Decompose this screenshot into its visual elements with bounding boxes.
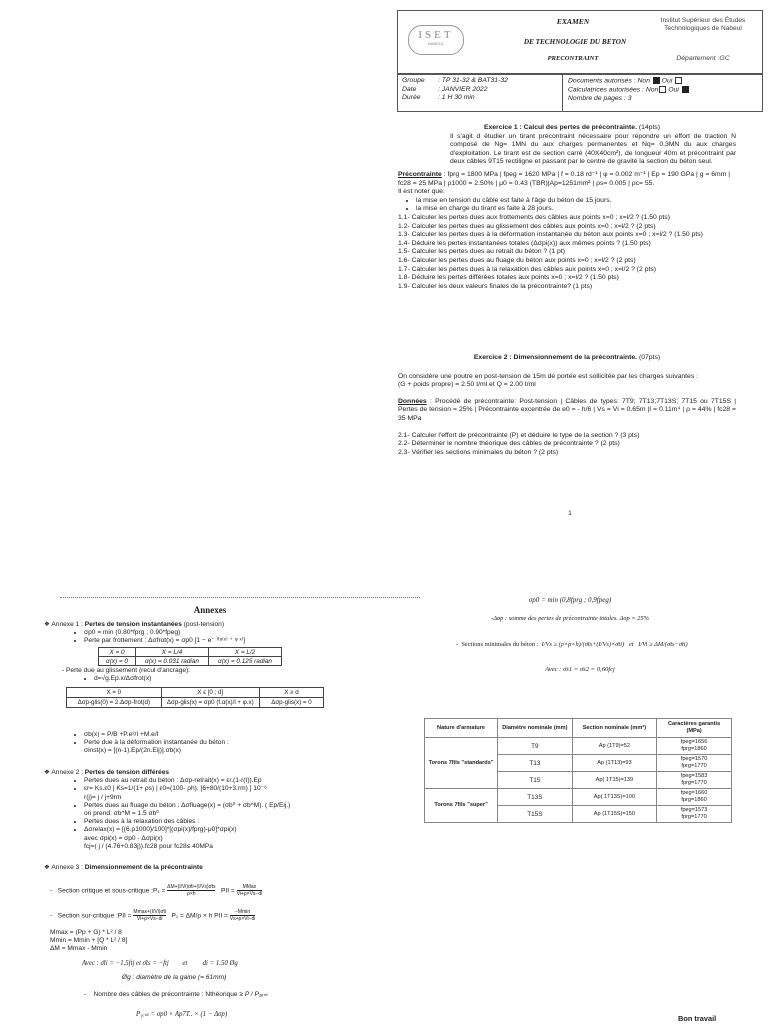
table-cell: α(x) = 0.125 radian	[209, 657, 282, 666]
table-header: Section nominale (mm²)	[572, 719, 656, 738]
table-cell	[657, 738, 732, 755]
table-cell	[657, 755, 732, 772]
annex-3-label: Annexe 3 :	[51, 864, 83, 871]
fprg-value: fprg=1860	[681, 746, 707, 752]
ex2-q3: 2.3- Vérifier les sections minimales du béton ? (2 pts)	[398, 448, 559, 456]
ex1-title: Exercice 1 : Calcul des pertes de précontrainte.	[483, 124, 637, 131]
glissement-title: Perte due au glissement (recul d'ancrage):	[66, 667, 191, 674]
list-item: • Perte due à la déformation instantanée du béton :	[84, 739, 384, 747]
table-cell: Δσp-glis(x) = 0	[259, 698, 323, 708]
docs-allowed: Documents autorisés : Non	[568, 77, 650, 85]
list-item: • εr= Ks.ε0 | Ks=1/(1+ ρs) | ε0=(100- ρh). [6+80/(10+3.rm) ] 10⁻⁶	[84, 785, 384, 793]
table-cell: T13	[498, 755, 573, 772]
frac-p1: $\frac{\Delta M+(I/Vi)\sigmāti+(I/Vs)\sigmāts}{\rho\times h}$	[167, 884, 216, 897]
exam-label: EXAMEN	[556, 17, 590, 26]
list-item: • σp0 = min (0.80*fprg ; 0.90*fpeg)	[84, 629, 384, 637]
table-cell: X ≥ d	[259, 688, 323, 698]
calc-yes-label: Oui	[668, 86, 679, 94]
surcrit-label: Section sur-critique :PII =	[57, 912, 132, 920]
institute-name: Institut Supérieur des Études Technologiques de Nabeul	[660, 17, 746, 32]
table-cell: T9	[498, 738, 573, 755]
list-item: • Pertes dues au retrait du béton : Δσp-retrait(x) = εr.(1-r(t)).Ep	[84, 777, 384, 785]
cable-count-label: Nombre des câbles de précontrainte : Nthéorique ≥	[93, 991, 244, 998]
annex-2: ❖ Annexe 2 : Pertes de tension différées • Pertes dues au retrait du béton : Δσp-retrait(x) = εr.(1-r(t)).Ep • εr= Ks.ε0 | Ks=1/(1+ ρs) | ε0=(100- ρh). [6+80/(10+3.rm) ] 10⁻⁶ r(j)= j / j+9rm • Pertes dues au fluage du béton : Δσfluage(x) = (σb⁰ + σb^M). ( Ep/Eij.) on prend: σb^M = 1.5 σb⁰ • Pertes dues à la relaxation des câbles : • Δσrelax(x) = [(6.ρ1000)/100]*[(σpi(x)/fprg)-μ0]*σpi(x) avec σpi(x) = σp0 - Δσpi(x) fcj=( j / (4.76+0.83j)).fc28 pour fc28≤ 40MPa	[44, 769, 384, 851]
ex1-q2: 1.2- Calculer les pertes dues au glissement des câbles aux points x=0 ; x=l/2 ? (2 pts)	[398, 222, 656, 230]
ex1-q3: 1.3- Calculer les pertes dues à la déformation instantanée du béton aux points x=0 ; x=l/2 ? (1.50 pts)	[398, 231, 703, 239]
crit-section: - Section critique et sous-critique :P₁ = $\frac{\Delta M+(I/Vi)\sigmāti+(I/Vs)\sigmāts}{\rho\times h}$ PII = MMax Vi+ρ×Vs−di	[50, 884, 263, 897]
annex-3: ❖ Annexe 3 : Dimensionnement de la précontrainte	[44, 864, 203, 871]
table-cell	[657, 789, 732, 806]
date-label: Date	[402, 85, 417, 93]
ex2-intro: On considère une poutre en post-tension de 15m de portée est sollicitée par les charges suivantes :	[398, 372, 698, 380]
cable-count-frac: P / P₁ₑₛₜ	[244, 991, 268, 998]
page-1	[395, 10, 768, 517]
glissement-table	[66, 687, 324, 708]
stress-limits	[82, 960, 382, 968]
fluage-note: on prend: σb^M = 1.5 σb⁰	[84, 810, 159, 818]
ex1-bullets	[398, 197, 736, 214]
sigma-p0-formula: σp0 = min (0,8fprg ; 0,9fpeg)	[528, 596, 612, 604]
fprg-value: fprg=1770	[681, 780, 707, 786]
table-cell: X = L/4	[136, 648, 209, 657]
min-section-inequality: I/Vs ≥ (ρ×ρ×h)/(σ̄ts+(I/Vs)×σ̄ti) et I/Vi ≥ ΔM/(σ̄ts−σ̄ti)	[539, 641, 688, 648]
list-item: • la mise en charge du tirant es faite à 28 jours.	[416, 205, 736, 214]
mmin-formula: Mmin = Mmin + [Q * L² / 8]	[50, 937, 128, 945]
annex-1-glis: - Perte due au glissement (recul d'ancrage): • d=√g.Ep.x/Δσfrot(x)	[62, 667, 382, 683]
ex1-q9: 1.9- Calculer les deux valeurs finales de la précontrainte? (1 pts)	[398, 282, 593, 290]
annex-1-title: Pertes de tension instantanées	[84, 621, 182, 628]
table-header: Caractères garantis (MPa)	[657, 719, 732, 738]
ex2-title: Exercice 2 : Dimensionnement de la précontrainte.	[473, 354, 638, 361]
annex-1: ❖ Annexe 1 : Pertes de tension instantanées (post-tension) • σp0 = min (0.80*fprg ; 0.90*fpeg) • Perte par frottement : Δσfrot(x) = σp0 [1 − e⁻ ⁽ᶠᵅ⁽ˣ⁾ ⁺ ᵠ ˣ⁾]	[44, 621, 384, 646]
mmax-formula: Mmax = (Pp + G) * L² / 8	[50, 929, 122, 936]
list-item: • la mise en tension du câble est faite à l'âge du béton de 15 jours.	[416, 197, 736, 206]
list-item: • Perte par frottement : Δσfrot(x) = σp0 [1 − e⁻ ⁽ᶠᵅ⁽ˣ⁾ ⁺ ᵠ ˣ⁾]	[84, 637, 384, 645]
et-text: et	[182, 960, 188, 967]
table-cell: Ap( 1T13S)=100	[572, 789, 656, 806]
table-cell: Torons 7fils "standards"	[425, 738, 498, 789]
page-separator	[60, 597, 420, 598]
logo-subtext: NABEUL	[427, 41, 444, 46]
checked-box-icon	[682, 86, 689, 93]
table-cell: T13S	[498, 789, 573, 806]
ex2-data-label: Données	[398, 397, 427, 405]
frac-p2: MMax Vi+ρ×Vs−di	[236, 884, 263, 897]
cable-count: - Nombre des câbles de précontrainte : Nthéorique ≥ P / P₁ₑₛₜ	[84, 991, 268, 998]
logo-text: ISET	[418, 29, 454, 41]
table-row	[425, 789, 732, 806]
list-item: • Pertes dues au fluage du béton : Δσfluage(x) = (σb⁰ + σb^M). ( Ep/Eij.)	[84, 802, 384, 810]
fprg-value: fprg=1860	[681, 797, 707, 803]
sigma-limits: Avec : σ̄s1 = σ̄s2 = 0,60fcj	[545, 666, 615, 673]
group-label: Groupe	[402, 77, 425, 84]
table-cell: Δσp-glis(0) = 2.Δσp-frot(d)	[67, 698, 162, 708]
exam-header	[397, 10, 763, 74]
permissions	[568, 77, 758, 103]
table-cell: α(x) = 0.031 radian	[136, 657, 209, 666]
avec-text: Avec : σ̄ti = −1,5ftj et σ̄ts = −ftj	[82, 960, 169, 967]
fpeg-value: fpeg=1660	[680, 790, 708, 796]
duree-value: : 1 H 30 min	[438, 94, 475, 102]
table-cell: T15	[498, 772, 573, 789]
checked-box-icon	[653, 77, 660, 84]
fpeg-value: fpeg=1573	[680, 807, 708, 813]
list-item: • Δσrelax(x) = [(6.ρ1000)/100]*[(σpi(x)/fprg)-μ0]*σpi(x)	[84, 826, 384, 834]
delta-sigma-note: -Δσp : somme des pertes de précontrainte totales. Δσp = 25%	[491, 615, 649, 622]
p1est-formula: P₁ₑₛₜ = σp0 × Ap7T.. × (1 − Δσp)	[136, 1011, 228, 1018]
ex1-q6: 1.6- Calculer les pertes dues au fluage du béton aux points x=0 ; x=l/2 ? (2 pts)	[398, 256, 636, 264]
department: Département :GC	[676, 55, 730, 62]
table-header: Diamètre nominale (mm)	[498, 719, 573, 738]
annex-1-subtitle: (post-tension)	[181, 621, 225, 628]
annexes	[40, 605, 390, 1024]
table-row	[425, 738, 732, 755]
min-sections: - Sections minimales du béton : I/Vs ≥ (ρ×ρ×h)/(σ̄ts+(I/Vs)×σ̄ti) et I/Vi ≥ ΔM/(σ̄ts−σ̄ti)	[456, 641, 688, 648]
exam-info	[397, 74, 763, 112]
crit-label: Section critique et sous-critique :P₁ =	[57, 887, 166, 895]
crit-label-2: PII =	[220, 887, 235, 895]
inst-formula: σinst(x) = [(n-1).Ep/(2n.Eij)].σb(x)	[84, 747, 181, 755]
annex-1-more	[44, 731, 384, 756]
strand-table	[424, 718, 732, 823]
exercise-2	[398, 354, 736, 457]
annex-2-label: Annexe 2 :	[51, 769, 83, 776]
table-cell: X = 0	[99, 648, 136, 657]
table-cell: Ap( 1T15)=139	[572, 772, 656, 789]
unchecked-box-icon	[675, 77, 682, 84]
docs-yes-label: Oui	[661, 77, 673, 85]
annex-1-label: Annexe 1 :	[51, 621, 83, 628]
ex2-points: (07pts)	[637, 354, 661, 361]
group-info	[402, 77, 562, 103]
alpha-table	[98, 647, 282, 666]
fpeg-value: fpeg=1656	[680, 739, 708, 745]
duree-label: Durée	[402, 94, 421, 102]
table-cell: Ap (1T15S)=150	[572, 806, 656, 823]
page-count: Nombre de pages : 3	[568, 94, 632, 102]
table-cell: Ap (1T13)=93	[572, 755, 656, 772]
table-cell: X ϵ [0 ; d]	[161, 688, 259, 698]
list-item: • d=√g.Ep.x/Δσfrot(x)	[94, 675, 382, 683]
table-cell: X = 0	[67, 688, 162, 698]
ex1-q1: 1.1- Calculer les pertes dues aux frottements des câbles aux points x=0 ; x=l/2 ? (1.50 pts)	[398, 213, 671, 221]
fprg-value: fprg=1770	[681, 814, 707, 820]
moment-formulas	[50, 929, 290, 954]
bon-travail: Bon travail	[678, 1014, 717, 1023]
surcrit-section: - Section sur-critique :PII = Mmax+(I/Vi)σ̄ti Vi+ρ×Vs−di P₁ = ΔM/ρ × h PII = −Mmin Vs+ρ×Vi−di	[50, 909, 256, 922]
date-value: : JANVIER 2022	[438, 85, 488, 93]
exercise-1	[398, 124, 736, 291]
surcrit-label-2: P₁ = ΔM/ρ × h PII =	[171, 912, 228, 920]
course-title: DE TECHNOLOGIE DU BETON	[523, 38, 627, 46]
annex-3-title: Dimensionnement de la précontrainte	[84, 864, 203, 871]
ex2-q1: 2.1- Calculer l'effort de précontrainte (P) et déduire le type de la section ? (3 pts)	[398, 431, 640, 439]
ex1-data-text: : fprg = 1800 MPa | fpeg = 1620 MPa | f = 0.18 rd⁻¹ | φ = 0.002 m⁻¹ | Ep = 190 GPa | g = 6mm | fc28 = 25 MPa | ρ1000 = 2.50% | μ0 = 0.43 (TBR)|Ap=1251mm² | ρs= 0.005 | ρc= 55.	[398, 170, 730, 187]
ex1-q4: 1.4- Déduire les pertes instantanées totales (Δσpi(x)) aux mêmes points ? (1.50 pts)	[398, 239, 651, 247]
frac-p3: Mmax+(I/Vi)σ̄ti Vi+ρ×Vs−di	[133, 909, 166, 922]
unchecked-box-icon	[659, 86, 666, 93]
list-item: • Pertes dues à la relaxation des câbles :	[84, 818, 384, 826]
fpeg-value: fpeg=1570	[680, 756, 708, 762]
min-sections-label: Sections minimales du béton :	[461, 641, 539, 648]
table-cell	[657, 772, 732, 789]
relax-note: avec σpi(x) = σp0 - Δσpi(x)	[84, 834, 163, 842]
table-cell: Torons 7fils "super"	[425, 789, 498, 823]
ex2-loads: (G + poids propre) = 2.50 t/ml et Q = 2.00 t/ml	[398, 381, 536, 389]
annexes-title: Annexes	[193, 605, 227, 615]
annex-2-title: Pertes de tension différées	[84, 769, 170, 776]
ex1-points: (14pts)	[636, 124, 661, 131]
table-cell: Ap (1T9)=52	[572, 738, 656, 755]
annexes-right	[420, 596, 760, 1024]
delta-m-formula: ΔM = Mmax - Mmin	[50, 945, 108, 953]
fpeg-value: fpeg=1583	[680, 773, 708, 779]
frac-p4: −Mmin Vs+ρ×Vi−di	[229, 909, 256, 922]
ex1-note: Il est noter que:	[398, 188, 445, 196]
rj-formula: r(j)= j / j+9rm	[84, 793, 122, 801]
group-value: : TP 31-32 & BAT31-32	[438, 77, 508, 84]
table-cell	[657, 806, 732, 823]
ex2-data-text: : Procédé de précontrainte: Post-tension | Câbles de types: 7T9; 7T13;7T13S; 7T15 ou 7T15S | Pertes de tension = 25% | Précontrainte excentrée de e0 = - h/6 | Vs = Vi = 0.65m |I = 0.11m⁴ | ρ = 44% | fc28 = 35 MPa	[398, 397, 736, 422]
fprg-value: fprg=1770	[681, 763, 707, 769]
list-item: • σb(x) = P/B +P.e²/I +M.e/I	[84, 731, 384, 739]
table-header: Nature d'armature	[425, 719, 498, 738]
table-cell: α(x) = 0	[99, 657, 136, 666]
ex1-q5: 1.5- Calculer les pertes dues au retrait du béton ? (1 pt)	[398, 248, 565, 256]
page-number: 1	[568, 510, 572, 517]
ex2-q2: 2.2- Déterminer le nombre théorique des câbles de précontrainte ? (2 pts)	[398, 440, 620, 448]
ex1-q7: 1.7- Calculer les pertes dues à la relaxation des câbles aux points x=0 ; x=l/2 ? (2 pts)	[398, 265, 657, 273]
ex1-intro: Il s'agit d étudier un tirant précontraint nécessaire pour répondre un effort de traction N composé de Ng= 1MN du aux charges permanentes et Nq= 0.3MN du aux charges d'exploitation. Le tirant est de section carré (40X40cm²), de longueur 40m et précontraint par deux câbles 9T15 rectiligne et passant par le centre de gravité la section du béton seul.	[450, 132, 736, 166]
di-text: di = 1.50 Øg	[202, 960, 238, 967]
fcj-formula: fcj=( j / (4.76+0.83j)).fc28 pour fc28≤ 40MPa	[84, 842, 213, 850]
iset-logo	[408, 25, 464, 55]
table-cell: Δσp-glis(x) = σp0 (f.α(x)/l + φ.x)	[161, 698, 259, 708]
gaine-diameter: Øg : diamètre de la gaine (= 61mm)	[122, 974, 227, 981]
calc-allowed: Calculatrices autorisées : Non	[568, 86, 659, 94]
table-cell: X = L/2	[209, 648, 282, 657]
table-cell: T15S	[498, 806, 573, 823]
course-subtitle: PRECONTRAINT	[547, 55, 599, 62]
ex1-data-label: Précontrainte	[398, 170, 442, 178]
ex1-q8: 1.8- Déduire les pertes différées totales aux points x=0 ; x=l/2 ? (1.50 pts)	[398, 274, 619, 282]
